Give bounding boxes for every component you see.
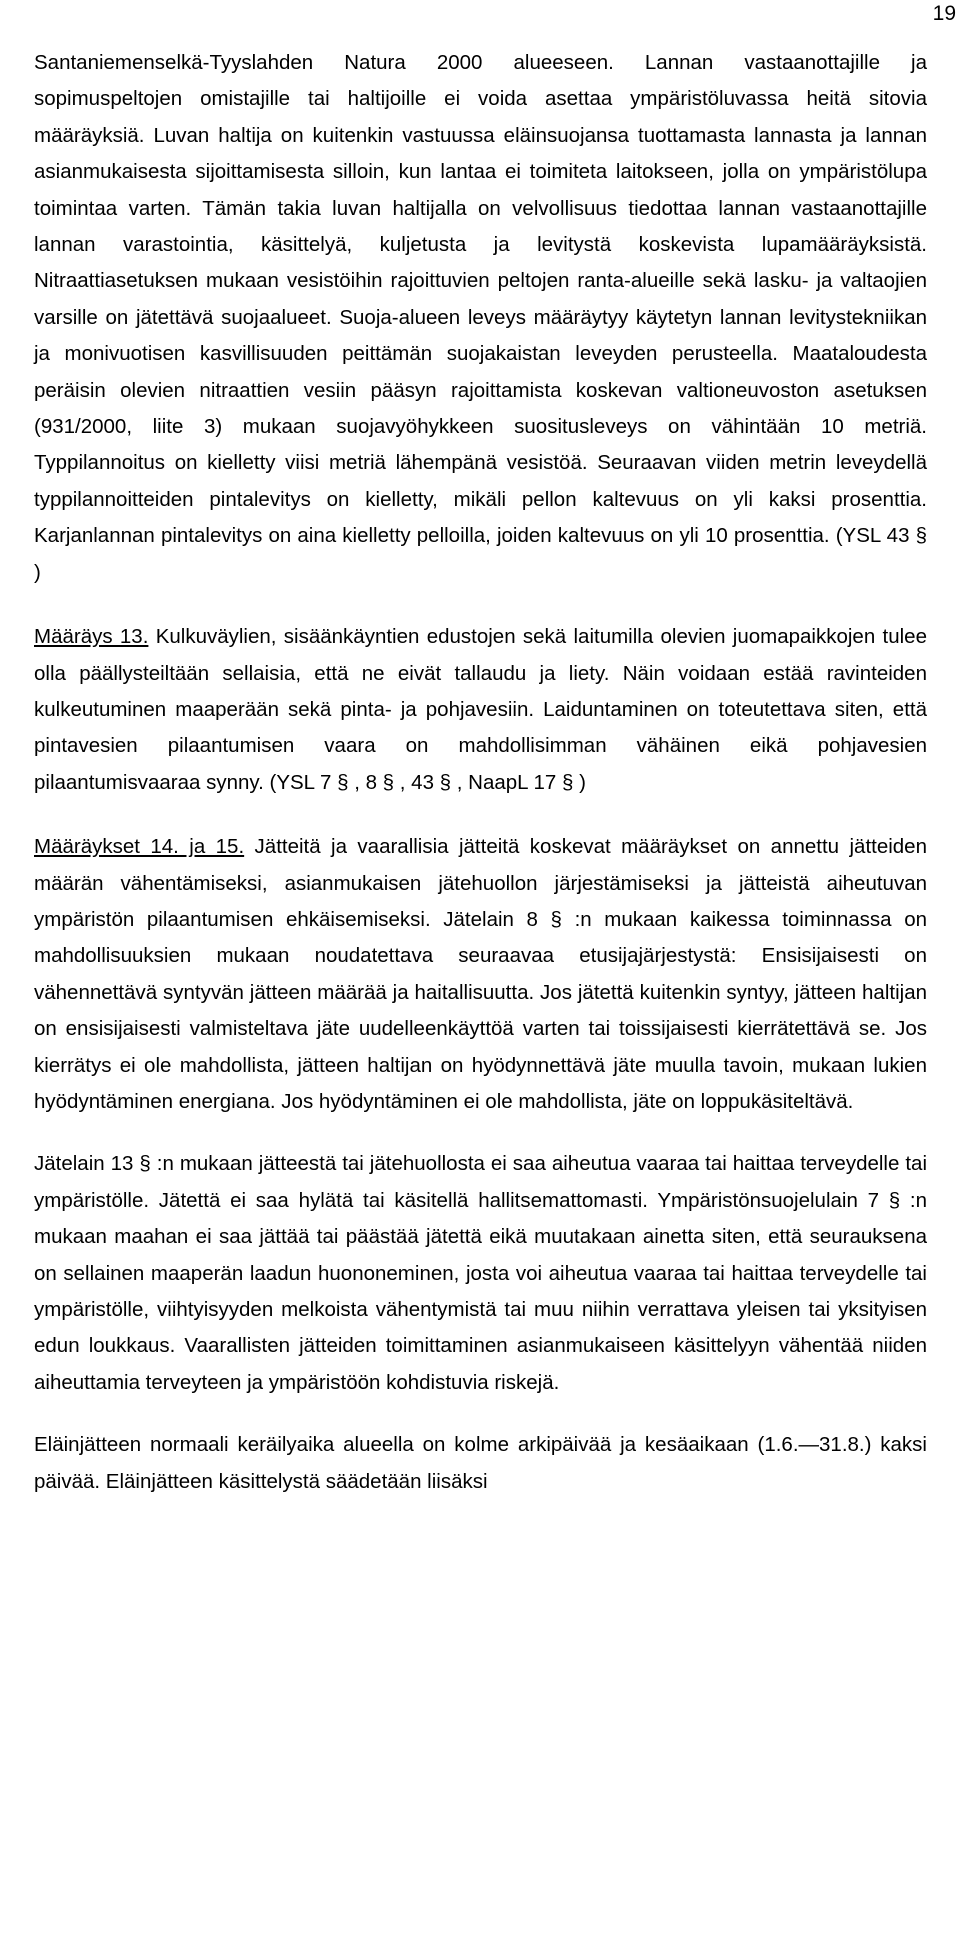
paragraph-text: Santaniemenselkä-Tyyslahden Natura 2000 alueeseen. Lannan vastaanottajille ja sopimuspeltojen omistajille tai haltijoille ei voida asettaa ympäristöluvassa heitä sitovia määräyksiä. Luvan haltija on kuitenkin vastuussa eläinsuojansa tuottamasta lannasta ja lannan asianmukaisesta sijoittamisesta silloin, kun lantaa ei toimiteta laitokseen, jolla on ympäristölupa toimintaa varten. Tämän takia luvan haltijalla on velvollisuus tiedottaa lannan vastaanottajille lannan varastointia, käsittelyä, kuljetusta ja levitystä koskevista lupamääräyksistä. Nitraattiasetuksen mukaan vesistöihin rajoittuvien peltojen ranta-alueille sekä lasku- ja valtaojien varsille on jätettävä suojaalueet. Suoja-alueen leveys määräytyy käytetyn lannan levitystekniikan ja monivuotisen kasvillisuuden peittämän suojakaistan leveyden perusteella. Maataloudesta peräisin olevien nitraattien vesiin pääsyn rajoittamista koskevan valtioneuvoston asetuksen (931/2000, liite 3) mukaan suojavyöhykkeen suositusleveys on vähintään 10 metriä. Typpilannoitus on kielletty viisi metriä lähempänä vesistöä. Seuraavan viiden metrin leveydellä typpilannoitteiden pintalevitys on kielletty, mikäli pellon kaltevuus on yli kaksi prosenttia. Karjanlannan pintalevitys on aina kielletty pelloilla, joiden kaltevuus on yli 10 prosenttia. (YSL 43 § ) [34,51,927,584]
paragraph-animal-waste [34,1427,927,1500]
paragraph-waste-act [34,1146,927,1401]
page-number: 19 [932,2,956,25]
regulation-heading: Määräykset 14. ja 15. [34,835,245,859]
paragraph-regulations-14-15 [34,829,927,1120]
paragraph-text: Jätelain 13 § :n mukaan jätteestä tai jätehuollosta ei saa aiheutua vaaraa tai haittaa terveydelle tai ympäristölle. Jätettä ei saa hylätä tai käsitellä hallitsemattomasti. Ympäristönsuojelulain 7 § :n mukaan maahan ei saa jättää tai päästää jätettä eikä muutakaan ainetta siten, että seurauksena on sellainen maaperän laadun huononeminen, josta voi aiheutua vaaraa tai haittaa terveydelle tai ympäristölle, viihtyisyyden melkoista vähentymistä tai muu niihin verrattava yleisen tai yksityisen edun loukkaus. Vaarallisten jätteiden toimittaminen asianmukaiseen käsittelyyn vähentää niiden aiheuttamia terveyteen ja ympäristöön kohdistuvia riskejä. [34,1152,927,1394]
paragraph-text: Kulkuväylien, sisäänkäyntien edustojen sekä laitumilla olevien juomapaikkojen tulee olla päällysteiltään sellaisia, että ne eivät tallaudu ja liety. Näin voidaan estää ravinteiden kulkeutuminen maaperään sekä pinta- ja pohjavesiin. Laiduntaminen on toteutettava siten, että pintavesien pilaantumisen vaara on mahdollisimman vähäinen eikä pohjavesien pilaantumisvaaraa synny. (YSL 7 § , 8 § , 43 § , NaapL 17 § ) [34,625,927,794]
paragraph-regulation-13 [34,619,927,801]
paragraph-nitrate-rules [34,45,927,591]
paragraph-text: Eläinjätteen normaali keräilyaika alueella on kolme arkipäivää ja kesäaikaan (1.6.—31.8.) kaksi päivää. Eläinjätteen käsittelystä säädetään liisäksi [34,1433,927,1493]
regulation-heading: Määräys 13. [34,625,149,649]
paragraph-text: Jätteitä ja vaarallisia jätteitä koskevat määräykset on annettu jätteiden määrän vähentämiseksi, asianmukaisen jätehuollon järjestämiseksi ja jätteistä aiheutuvan ympäristön pilaantumisen ehkäisemiseksi. Jätelain 8 § :n mukaan kaikessa toiminnassa on mahdollisuuksien mukaan noudatettava seuraavaa etusijajärjestystä: Ensisijaisesti on vähennettävä syntyvän jätteen määrää ja haitallisuutta. Jos jätettä kuitenkin syntyy, jätteen haltijan on ensisijaisesti valmisteltava jäte uudelleenkäyttöä varten tai toissijaisesti kierrätettävä se. Jos kierrätys ei ole mahdollista, jätteen haltijan on hyödynnettävä jäte muulla tavoin, mukaan lukien hyödyntäminen energiana. Jos hyödyntäminen ei ole mahdollista, jäte on loppukäsiteltävä. [34,835,927,1113]
document-body [34,45,927,1500]
